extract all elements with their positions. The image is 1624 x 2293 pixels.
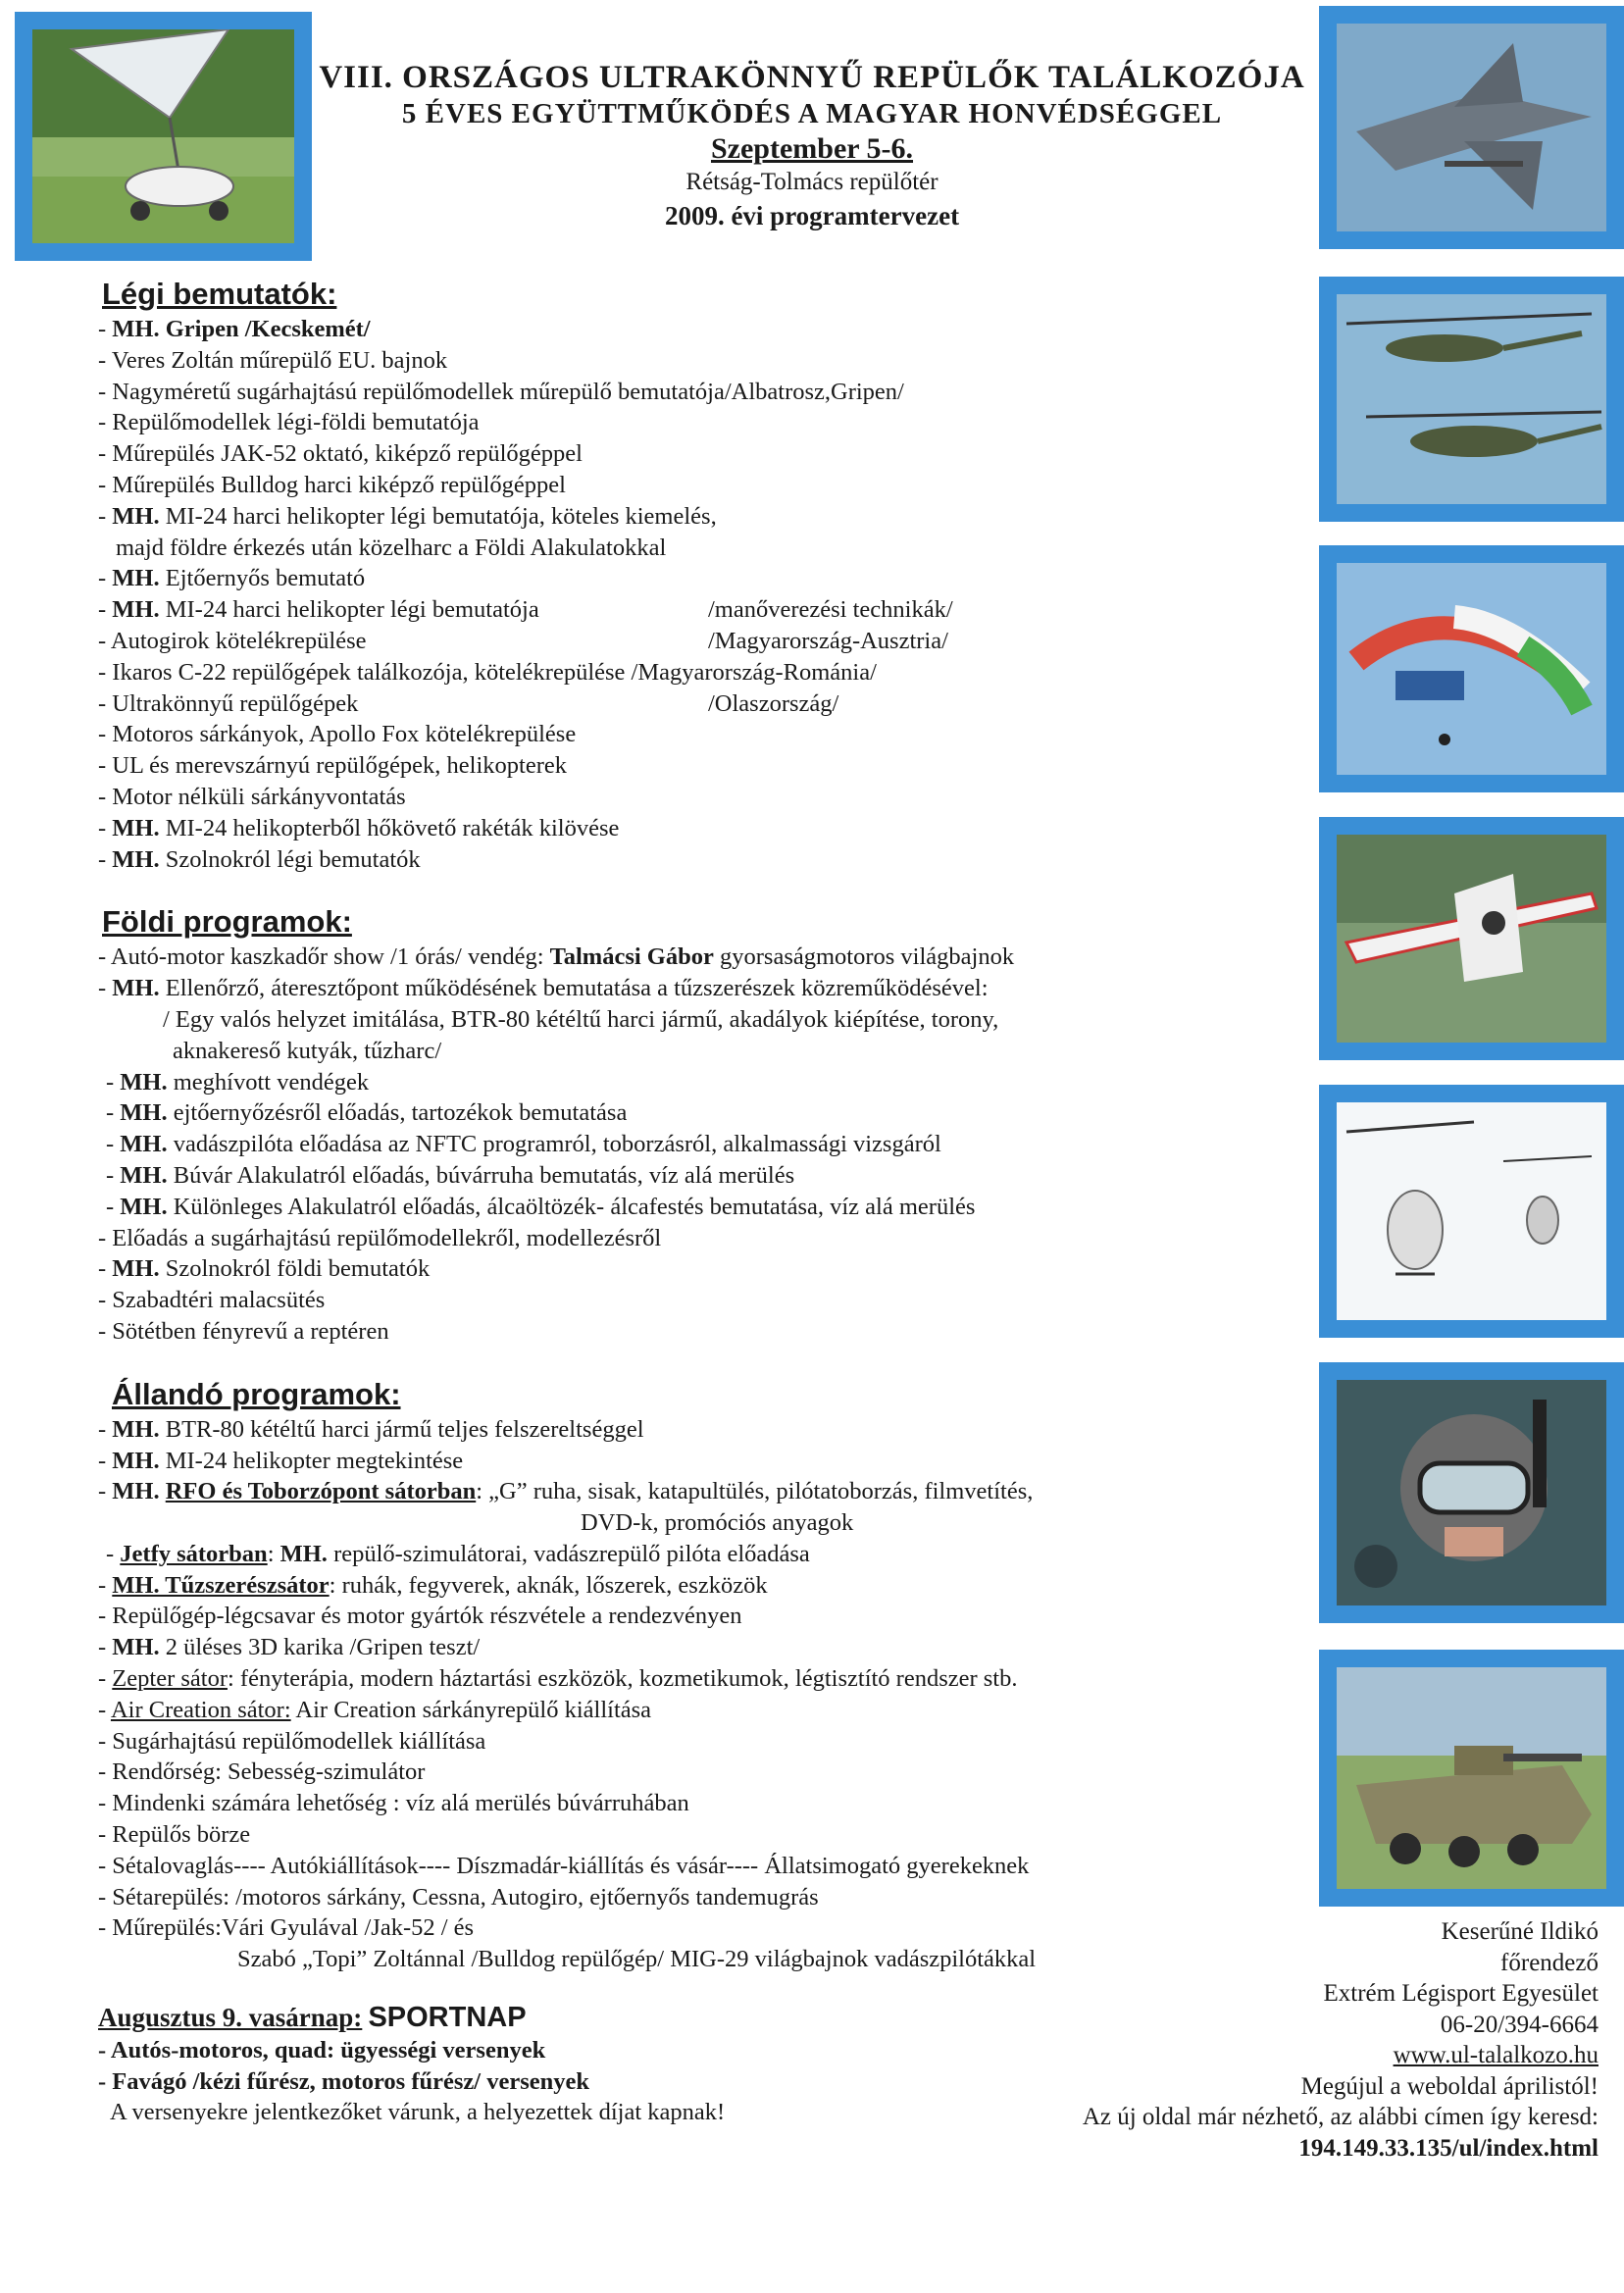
sport-day-note: A versenyekre jelentkezőket várunk, a helyezettek díjat kapnak! bbox=[110, 2099, 726, 2126]
list-item: Szabó „Topi” Zoltánnal /Bulldog repülőgép/ MIG-29 világbajnok vadászpilótákkal bbox=[237, 1946, 1037, 1973]
list-item: - Nagyméretű sugárhajtású repülőmodellek műrepülő bemutatója/Albatrosz,Gripen/ bbox=[98, 378, 904, 405]
list-item: - Air Creation sátor: Air Creation sárkányrepülő kiállítása bbox=[98, 1696, 652, 1723]
page-header bbox=[312, 59, 1312, 233]
list-item: - MH. RFO és Toborzópont sátorban: „G” ruha, sisak, katapultülés, pilótatoborzás, filmvetítés, bbox=[98, 1478, 1034, 1505]
mi24-helicopters-photo bbox=[1319, 277, 1624, 522]
section-title-ground-programs: Földi programok: bbox=[102, 904, 352, 940]
list-item: - Előadás a sugárhajtású repülőmodellekről, modellezésről bbox=[98, 1224, 662, 1251]
section-title-air-shows: Légi bemutatók: bbox=[102, 277, 337, 311]
list-item: - Autó-motor kaszkadőr show /1 órás/ vendég: Talmácsi Gábor gyorsaságmotoros világbajnok bbox=[98, 943, 1015, 971]
website-note: Megújul a weboldal áprilistól! bbox=[1300, 2072, 1599, 2100]
list-item: - Sötétben fényrevű a reptéren bbox=[98, 1317, 389, 1345]
list-item: - MH. Szolnokról földi bemutatók bbox=[98, 1255, 431, 1283]
list-item: - Motor nélküli sárkányvontatás bbox=[98, 783, 406, 810]
list-item: - Sétalovaglás---- Autókiállítások---- Díszmadár-kiállítás és vásár---- Állatsimogató gyerekeknek bbox=[98, 1852, 1030, 1879]
air-show-list bbox=[98, 314, 1324, 875]
list-item: - Ikaros C-22 repülőgépek találkozója, kötelékrepülése /Magyarország-Románia/ bbox=[98, 658, 877, 686]
contact-block bbox=[1083, 1916, 1599, 2164]
ground-program-list bbox=[98, 942, 1324, 1347]
list-item: - Motoros sárkányok, Apollo Fox kötelékrepülése bbox=[98, 721, 577, 748]
list-item: - MH. Búvár Alakulatról előadás, búvárruha bemutatás, víz alá merülés bbox=[106, 1161, 795, 1189]
list-item: - Szabadtéri malacsütés bbox=[98, 1287, 326, 1314]
website-note-2: Az új oldal már nézhető, az alábbi címen így keresd: bbox=[1082, 2104, 1599, 2130]
list-item: - Repülőgép-légcsavar és motor gyártók részvétele a rendezvényen bbox=[98, 1603, 742, 1630]
list-item: - Favágó /kézi fűrész, motoros fűrész/ versenyek bbox=[98, 2067, 589, 2095]
list-item: - MH. 2 üléses 3D karika /Gripen teszt/ bbox=[98, 1634, 481, 1661]
list-item: - MH. ejtőernyőzésről előadás, tartozékok bemutatása bbox=[106, 1099, 628, 1127]
event-subtitle: 5 ÉVES EGYÜTTMŰKÖDÉS A MAGYAR HONVÉDSÉGGEL bbox=[401, 98, 1223, 129]
list-item: - Műrepülés:Vári Gyulával /Jak-52 / és bbox=[98, 1914, 475, 1942]
btr80-vehicle-photo bbox=[1319, 1650, 1624, 1907]
list-item: - MH. Különleges Alakulatról előadás, álcaöltözék- álcafestés bemutatása, víz alá merülés bbox=[106, 1193, 976, 1220]
list-item: - Sétarepülés: /motoros sárkány, Cessna, Autogiro, ejtőernyős tandemugrás bbox=[98, 1883, 819, 1911]
list-item: aknakereső kutyák, tűzharc/ bbox=[173, 1037, 442, 1064]
contact-name: Keserűné Ildikó bbox=[1441, 1918, 1599, 1945]
list-item: - MH. Gripen /Kecskemét/ bbox=[98, 316, 371, 342]
permanent-program-list bbox=[98, 1414, 1324, 1975]
autogyros-photo bbox=[1319, 1085, 1624, 1338]
website-link[interactable]: www.ul-talalkozo.hu bbox=[1393, 2042, 1599, 2068]
contact-phone: 06-20/394-6664 bbox=[1440, 2011, 1599, 2038]
aerobatic-plane-photo bbox=[1319, 817, 1624, 1060]
list-item: - Repülőmodellek légi-földi bemutatója bbox=[98, 409, 480, 436]
new-site-link[interactable]: 194.149.33.135/ul/index.html bbox=[1298, 2134, 1599, 2162]
sport-day-date: Augusztus 9. vasárnap: bbox=[98, 2003, 363, 2033]
list-item: - Rendőrség: Sebesség-szimulátor bbox=[98, 1758, 426, 1786]
list-item: - MH. Ejtőernyős bemutató bbox=[98, 565, 366, 592]
list-item: / Egy valós helyzet imitálása, BTR-80 kétéltű harci jármű, akadályok kiépítése, torony, bbox=[163, 1005, 999, 1033]
program-content bbox=[98, 275, 1324, 2128]
list-item: - MH. Ellenőrző, áteresztőpont működésének bemutatása a tűzszerészek közreműködésével: bbox=[98, 975, 989, 1002]
event-title: VIII. ORSZÁGOS ULTRAKÖNNYŰ REPÜLŐK TALÁLKOZÓJA bbox=[319, 60, 1305, 95]
list-item: - Zepter sátor: fényterápia, modern háztartási eszközök, kozmetikumok, légtisztító rendszer stb. bbox=[98, 1665, 1018, 1693]
list-item: majd földre érkezés után közelharc a Földi Alakulatokkal bbox=[116, 534, 667, 561]
list-item: - MH. Szolnokról légi bemutatók bbox=[98, 845, 421, 873]
list-item: - Veres Zoltán műrepülő EU. bajnok bbox=[98, 346, 448, 374]
sport-day-label: SPORTNAP bbox=[368, 2002, 527, 2034]
list-item: - Műrepülés JAK-52 oktató, kiképző repülőgéppel bbox=[98, 440, 583, 468]
event-venue: Rétság-Tolmács repülőtér bbox=[685, 169, 939, 195]
contact-role: főrendező bbox=[1500, 1949, 1599, 1976]
list-item: DVD-k, promóciós anyagok bbox=[581, 1509, 854, 1537]
list-item: - Repülős börze bbox=[98, 1821, 251, 1849]
list-item: - UL és merevszárnyú repülőgépek, helikopterek bbox=[98, 752, 568, 780]
list-item: - MH. Tűzszerészsátor: ruhák, fegyverek, aknák, lőszerek, eszközök bbox=[98, 1571, 768, 1599]
list-item: - MH. MI-24 helikopter megtekintése bbox=[98, 1447, 464, 1474]
program-plan-label: 2009. évi programtervezet bbox=[664, 201, 960, 230]
parachutist-photo bbox=[1319, 545, 1624, 792]
list-item: - Sugárhajtású repülőmodellek kiállítása bbox=[98, 1727, 486, 1755]
list-item: - MH. MI-24 harci helikopter légi bemutatója, köteles kiemelés, bbox=[98, 502, 717, 530]
list-item: - Jetfy sátorban: MH. repülő-szimulátorai, vadászrepülő pilóta előadása bbox=[106, 1540, 810, 1567]
event-date: Szeptember 5-6. bbox=[710, 132, 914, 165]
list-item: - MH. MI-24 helikopterből hőkövető rakéták kilövése bbox=[98, 814, 620, 841]
list-item: - Mindenki számára lehetőség : víz alá merülés búvárruhában bbox=[98, 1790, 689, 1817]
ultralight-trike-photo bbox=[15, 12, 312, 261]
list-item: - Ultrakönnyű repülőgépek /Olaszország/ bbox=[98, 689, 839, 717]
list-item: - Autós-motoros, quad: ügyességi versenyek bbox=[98, 2036, 546, 2064]
list-item: - MH. BTR-80 kétéltű harci jármű teljes felszereltséggel bbox=[98, 1415, 644, 1443]
contact-org: Extrém Légisport Egyesület bbox=[1323, 1980, 1599, 2007]
section-title-permanent-programs: Állandó programok: bbox=[112, 1376, 401, 1411]
list-item: - MH. MI-24 harci helikopter légi bemutatója /manőverezési technikák/ bbox=[98, 596, 953, 624]
list-item: - MH. vadászpilóta előadása az NFTC programról, toborzásról, alkalmassági vizsgáról bbox=[106, 1131, 941, 1158]
list-item: - Műrepülés Bulldog harci kiképző repülőgéppel bbox=[98, 471, 566, 498]
gripen-jet-photo bbox=[1319, 6, 1624, 249]
diver-photo bbox=[1319, 1362, 1624, 1623]
list-item: - MH. meghívott vendégek bbox=[106, 1068, 370, 1096]
list-item: - Autogirok kötelékrepülése /Magyarország-Ausztria/ bbox=[98, 627, 948, 654]
